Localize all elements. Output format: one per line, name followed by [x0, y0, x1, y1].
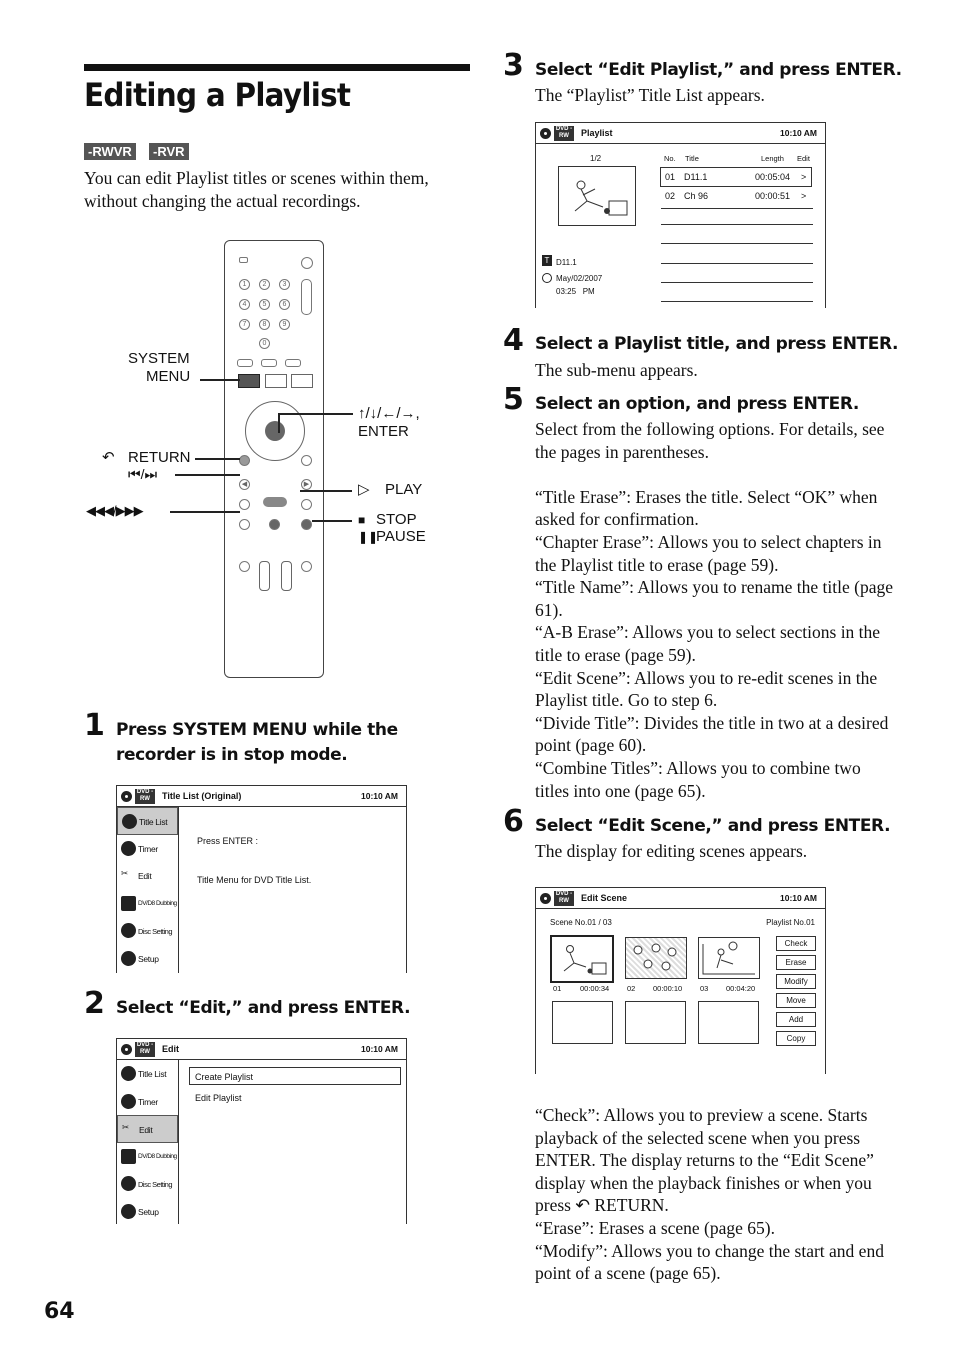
- scissors-icon: ✂: [122, 1122, 130, 1132]
- label-stop: STOP: [376, 511, 417, 528]
- timer-icon: [121, 1094, 136, 1109]
- label-system: SYSTEM: [128, 350, 190, 367]
- pause-icon: ❚❚: [358, 530, 379, 544]
- step-title-2: Select “Edit,” and press ENTER.: [116, 998, 411, 1018]
- disc-icon: [121, 1044, 132, 1055]
- screen-time: 10:10 AM: [779, 128, 817, 138]
- step-title-4: Select a Playlist title, and press ENTER.: [535, 334, 899, 354]
- table-row[interactable]: 01 D11.1 00:05:04 >: [660, 167, 812, 187]
- option-edit-playlist[interactable]: Edit Playlist: [195, 1093, 242, 1103]
- screen-time: 10:10 AM: [779, 893, 817, 903]
- step-number-1: 1: [84, 708, 105, 743]
- info-time: 03:25 PM: [556, 287, 595, 296]
- screen-header: Playlist: [581, 128, 613, 138]
- stop-icon: ■: [358, 513, 366, 527]
- playlist-number: Playlist No.01: [766, 918, 815, 927]
- intro-text: You can edit Playlist titles or scenes within them, without changing the actual recordings.: [84, 168, 429, 211]
- scene-no: 02: [627, 984, 636, 993]
- add-button[interactable]: Add: [776, 1012, 816, 1027]
- menu-item-dv-dubbing[interactable]: DV/D8 Dubbing: [117, 1143, 178, 1171]
- scene-thumbnail[interactable]: [550, 935, 614, 983]
- return-icon: ↶: [102, 449, 115, 466]
- timer-icon: [121, 841, 136, 856]
- label-play: PLAY: [385, 481, 423, 498]
- option-chapter-erase: “Chapter Erase”: Allows you to select chapters in the Playlist title to erase (page 59).: [535, 531, 882, 575]
- step-number-4: 4: [503, 323, 524, 358]
- thumbnail-soccer: [558, 166, 636, 226]
- play-button: [263, 497, 287, 507]
- menu-item-title-list[interactable]: Title List: [117, 1060, 178, 1088]
- label-return: RETURN: [128, 449, 191, 466]
- scene-time: 00:04:20: [726, 984, 756, 993]
- step-number-3: 3: [503, 48, 524, 83]
- menu-item-timer[interactable]: Timer: [117, 835, 178, 863]
- info-date: May/02/2007: [556, 274, 603, 283]
- menu-item-disc-setting[interactable]: Disc Setting: [117, 1170, 178, 1198]
- dv-dubbing-icon: [121, 896, 136, 911]
- play-icon: ▷: [358, 481, 370, 498]
- info-title: D11.1: [556, 258, 577, 267]
- menu-item-dv-dubbing[interactable]: DV/D8 Dubbing: [117, 890, 178, 918]
- badge-rwvr: -RWVR: [84, 143, 136, 160]
- screen-edit-scene: [535, 887, 826, 1074]
- tail-text: [535, 1104, 895, 1285]
- badge-rvr: -RVR: [149, 143, 189, 160]
- col-no: No.: [664, 154, 676, 163]
- erase-button[interactable]: Erase: [776, 955, 816, 970]
- screen-header: Edit: [162, 1044, 179, 1054]
- step-title-6: Select “Edit Scene,” and press ENTER.: [535, 816, 891, 836]
- step-title-5: Select an option, and press ENTER.: [535, 394, 859, 414]
- dvd-rw-tag: DVD -RW: [555, 126, 573, 139]
- copy-button[interactable]: Copy: [776, 1031, 816, 1046]
- remote-control-illustration: 1 2 3 4 5 6 7 8 9 0 ◀ ▶: [224, 240, 324, 678]
- scene-no: 03: [700, 984, 709, 993]
- option-create-playlist[interactable]: Create Playlist: [189, 1067, 401, 1085]
- scene-no: 01: [553, 984, 562, 993]
- move-button[interactable]: Move: [776, 993, 816, 1008]
- option-title-name: “Title Name”: Allows you to rename the title (page 61).: [535, 577, 894, 620]
- screen-line-1: Press ENTER :: [197, 836, 259, 846]
- screen-title-list: [116, 785, 407, 973]
- step-body-5: [535, 418, 895, 802]
- menu-item-edit[interactable]: ✂ Edit: [117, 1115, 178, 1143]
- title-icon: T: [542, 255, 552, 266]
- screen-edit: [116, 1038, 407, 1224]
- option-edit-scene: “Edit Scene”: Allows you to re-edit scenes in the Playlist title. Go to step 6.: [535, 667, 878, 711]
- dvd-rw-tag: DVD -RW: [136, 789, 154, 802]
- setup-icon: [121, 1204, 136, 1219]
- step-number-2: 2: [84, 986, 105, 1021]
- playlist-page: 1/2: [590, 154, 602, 163]
- modify-button[interactable]: Modify: [776, 974, 816, 989]
- label-rew-ff: ◀◀◀/▶▶▶: [86, 503, 143, 518]
- scene-thumbnail[interactable]: [698, 937, 760, 979]
- scene-thumbnail[interactable]: [625, 937, 687, 979]
- disc-setting-icon: [121, 1176, 136, 1191]
- disc-icon: [540, 128, 551, 139]
- scene-time: 00:00:34: [580, 984, 610, 993]
- dvd-rw-tag: DVD -RW: [136, 1042, 154, 1055]
- disc-icon: [121, 791, 132, 802]
- menu-item-edit[interactable]: ✂ Edit: [121, 868, 152, 881]
- label-enter: ENTER: [358, 423, 409, 440]
- scene-number: Scene No.01 / 03: [550, 918, 612, 927]
- step5-intro: Select from the following options. For details, see the pages in parentheses.: [535, 419, 885, 462]
- step-body-4: The sub-menu appears.: [535, 360, 698, 380]
- step-title-3: Select “Edit Playlist,” and press ENTER.: [535, 60, 902, 80]
- empty-scene-slot: [698, 1001, 759, 1044]
- menu-item-setup[interactable]: Setup: [117, 945, 178, 973]
- col-edit: Edit: [797, 154, 810, 163]
- menu-item-setup[interactable]: Setup: [117, 1198, 178, 1226]
- col-title: Title: [685, 154, 699, 163]
- clock-icon: [542, 273, 552, 283]
- setup-icon: [121, 951, 136, 966]
- screen-line-2: Title Menu for DVD Title List.: [197, 875, 312, 885]
- empty-scene-slot: [625, 1001, 686, 1044]
- disc-setting-icon: [121, 923, 136, 938]
- menu-item-title-list[interactable]: Title List: [117, 807, 178, 835]
- screen-header: Title List (Original): [162, 791, 242, 801]
- option-modify: “Modify”: Allows you to change the start and end point of a scene (page 65).: [535, 1240, 884, 1284]
- title-rule: [84, 64, 470, 71]
- screen-playlist: [535, 122, 826, 308]
- option-combine-titles: “Combine Titles”: Allows you to combine two titles into one (page 65).: [535, 757, 861, 801]
- screen-header: Edit Scene: [581, 893, 628, 903]
- option-ab-erase: “A-B Erase”: Allows you to select sections in the title to erase (page 59).: [535, 622, 881, 665]
- table-row[interactable]: 02 Ch 96 00:00:51 >: [661, 189, 813, 209]
- screen-time: 10:10 AM: [360, 791, 398, 801]
- title-list-icon: [122, 814, 137, 829]
- system-menu-button: [238, 374, 260, 388]
- label-pause: PAUSE: [376, 528, 426, 545]
- col-length: Length: [761, 154, 784, 163]
- label-menu: MENU: [146, 368, 191, 385]
- label-prev-next: ⏮/⏭: [128, 466, 158, 482]
- option-divide-title: “Divide Title”: Divides the title in two at a desired point (page 60).: [535, 712, 889, 756]
- option-title-erase: “Title Erase”: Erases the title. Select “OK” when asked for confirmation.: [535, 486, 878, 530]
- scissors-icon: ✂: [121, 868, 129, 878]
- option-erase: “Erase”: Erases a scene (page 65).: [535, 1217, 776, 1238]
- option-check: “Check”: Allows you to preview a scene. Starts playback of the selected scene when you press ENTER. The display returns to the “Edit Scene” display when the playback finishes or when you press ↶ RETURN.: [535, 1105, 874, 1216]
- empty-scene-slot: [552, 1001, 613, 1044]
- label-arrows: ↑/↓/←/→,: [358, 405, 420, 422]
- screen-time: 10:10 AM: [360, 1044, 398, 1054]
- return-icon: ↶: [575, 1195, 591, 1216]
- step-body-3: The “Playlist” Title List appears.: [535, 85, 765, 105]
- check-button[interactable]: Check: [776, 936, 816, 951]
- enter-button: [265, 421, 285, 441]
- page-number: 64: [44, 1299, 75, 1324]
- page-title: Editing a Playlist: [84, 76, 351, 114]
- scene-time: 00:00:10: [653, 984, 683, 993]
- step-title-1: Press SYSTEM MENU while the recorder is in stop mode.: [116, 720, 398, 765]
- menu-item-timer[interactable]: Timer: [117, 1088, 178, 1116]
- disc-icon: [540, 893, 551, 904]
- dv-dubbing-icon: [121, 1149, 136, 1164]
- step-number-5: 5: [503, 382, 524, 417]
- step-body-6: The display for editing scenes appears.: [535, 841, 808, 861]
- step-number-6: 6: [503, 804, 524, 839]
- title-list-icon: [121, 1066, 136, 1081]
- dvd-rw-tag: DVD -RW: [555, 891, 573, 904]
- menu-item-disc-setting[interactable]: Disc Setting: [117, 917, 178, 945]
